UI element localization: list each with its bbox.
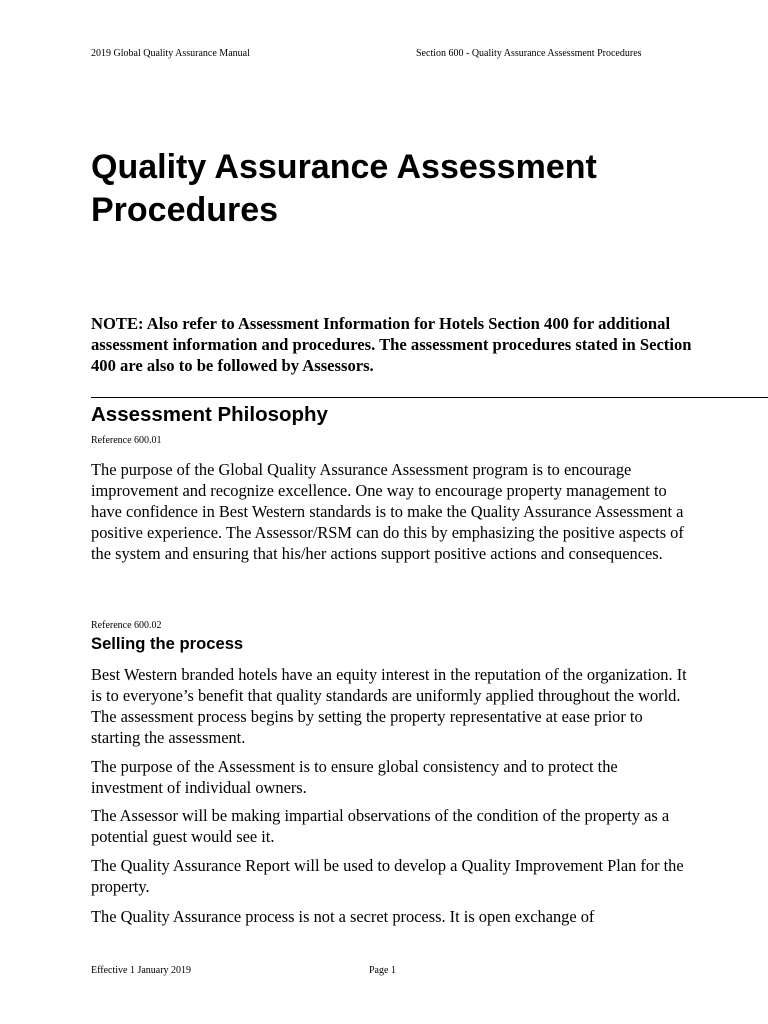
note-paragraph: NOTE: Also refer to Assessment Information for Hotels Section 400 for additional assessment information and procedures. The assessment procedures stated in Section 400 are also to be followed by Assessors. bbox=[91, 314, 692, 375]
page-title: Quality Assurance Assessment Procedures bbox=[91, 148, 597, 229]
body-paragraph: The Quality Assurance process is not a secret process. It is open exchange of bbox=[91, 907, 595, 926]
section-heading-assessment-philosophy: Assessment Philosophy bbox=[91, 403, 328, 426]
body-paragraph: Best Western branded hotels have an equity interest in the reputation of the organization. It is to everyone’s benefit that quality standards are uniformly applied throughout the world. The assessment process begins by setting the property representative at ease prior to starting the assessment. bbox=[91, 665, 687, 747]
body-paragraph: The purpose of the Global Quality Assurance Assessment program is to encourage improvement and recognize excellence. One way to encourage property management to have confidence in Best Western standards is to make the Quality Assurance Assessment a positive experience. The Assessor/RSM can do this by emphasizing the positive aspects of the system and ensuring that his/her actions support positive actions and consequences. bbox=[91, 460, 684, 563]
footer-effective-date: Effective 1 January 2019 bbox=[91, 965, 192, 976]
subsection-heading-selling-the-process: Selling the process bbox=[91, 634, 244, 653]
header-manual-title: 2019 Global Quality Assurance Manual bbox=[91, 48, 250, 59]
footer-page-number: Page 1 bbox=[369, 965, 396, 976]
header-section-title: Section 600 - Quality Assurance Assessment Procedures bbox=[416, 48, 642, 59]
reference-label: Reference 600.02 bbox=[91, 620, 162, 631]
body-paragraph: The purpose of the Assessment is to ensure global consistency and to protect the investment of individual owners. bbox=[91, 757, 618, 797]
body-paragraph: The Quality Assurance Report will be used to develop a Quality Improvement Plan for the property. bbox=[91, 856, 684, 896]
section-divider bbox=[91, 397, 768, 398]
reference-label: Reference 600.01 bbox=[91, 435, 162, 446]
body-paragraph: The Assessor will be making impartial observations of the condition of the property as a potential guest would see it. bbox=[91, 806, 670, 846]
